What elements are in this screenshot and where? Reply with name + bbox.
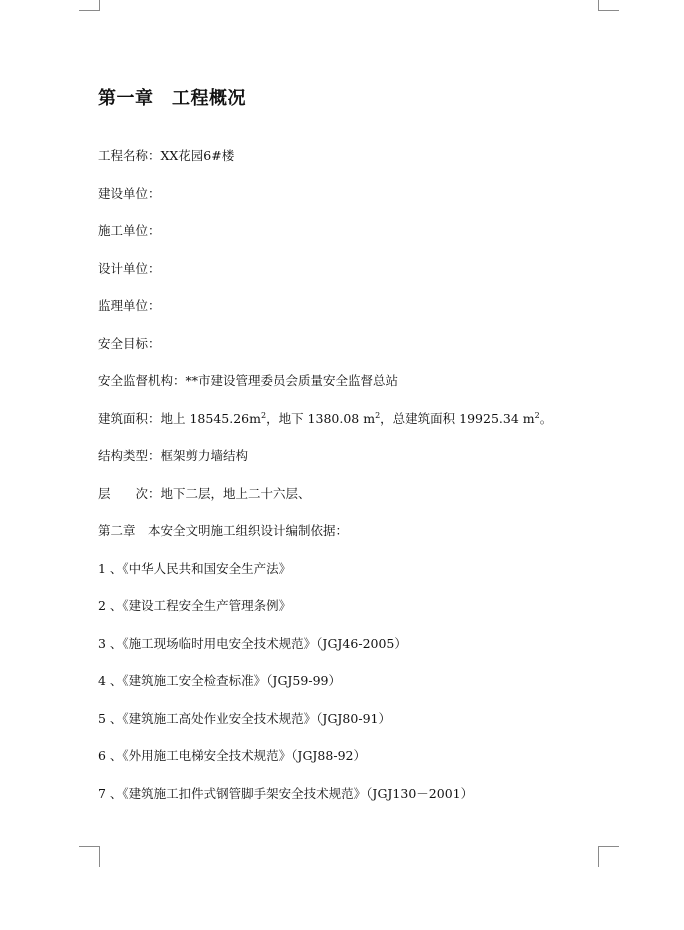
construction-unit: 施工单位： (98, 223, 161, 238)
reference-item: 6 、《外用施工电梯安全技术规范》（JGJ88-92） (98, 748, 366, 763)
builder-unit: 建设单位： (98, 186, 161, 201)
floor-levels: 层 次：地下二层，地上二十六层、 (98, 486, 311, 501)
reference-item: 2 、《建设工程安全生产管理条例》 (98, 598, 292, 613)
unit-superscript: 2 (375, 411, 381, 420)
crop-mark-top-right (598, 0, 619, 11)
chapter-title: 第一章 工程概况 (98, 88, 246, 109)
crop-mark-top-left (79, 0, 100, 11)
unit-superscript: 2 (260, 411, 267, 420)
crop-mark-bottom-right (598, 846, 619, 867)
building-area-end: 。 (539, 411, 553, 426)
safety-authority: 安全监督机构：**市建设管理委员会质量安全监督总站 (98, 373, 399, 388)
building-area-above: 建筑面积：地上 18545.26m (98, 411, 261, 426)
structure-type: 结构类型：框架剪力墙结构 (98, 448, 249, 463)
reference-item: 4 、《建筑施工安全检查标准》（JGJ59-99） (98, 673, 341, 688)
unit-superscript: 2 (534, 411, 540, 420)
building-area-below: ，地下 1380.08 m (266, 411, 376, 426)
reference-item: 1 、《中华人民共和国安全生产法》 (98, 561, 292, 576)
reference-item: 5 、《建筑施工高处作业安全技术规范》（JGJ80-91） (98, 711, 391, 726)
reference-item: 7 、《建筑施工扣件式钢管脚手架安全技术规范》（JGJ130－2001） (98, 786, 474, 801)
building-area (98, 411, 552, 427)
project-name: 工程名称：XX花园6#楼 (98, 148, 235, 163)
chapter-two-heading: 第二章 本安全文明施工组织设计编制依据： (98, 523, 349, 538)
supervision-unit: 监理单位： (98, 298, 161, 313)
crop-mark-bottom-left (79, 846, 100, 867)
reference-item: 3 、《施工现场临时用电安全技术规范》（JGJ46-2005） (98, 636, 407, 651)
building-area-total: ，总建筑面积 19925.34 m (380, 411, 535, 426)
design-unit: 设计单位： (98, 261, 161, 276)
safety-goal: 安全目标： (98, 336, 161, 351)
